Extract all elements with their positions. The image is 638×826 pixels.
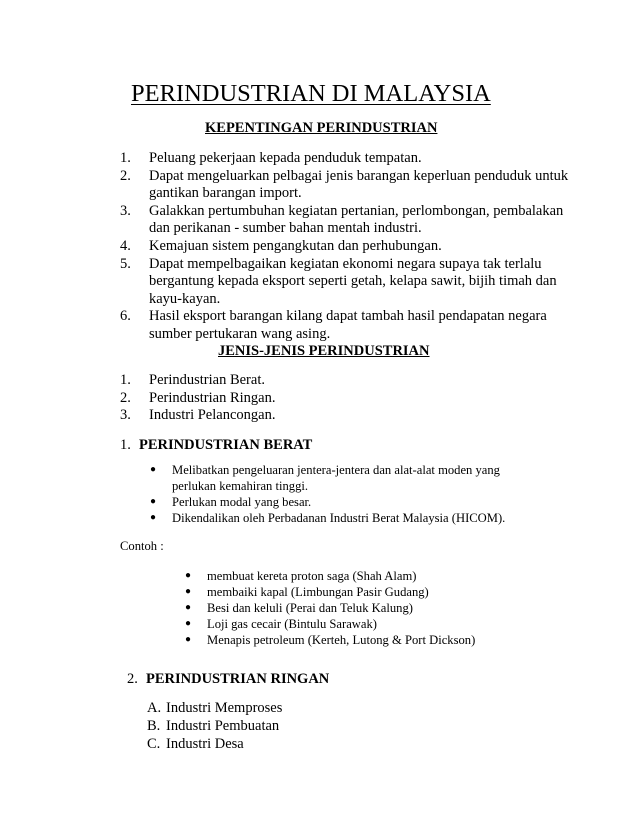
list-item: ● Besi dan keluli (Perai dan Teluk Kalung) (185, 601, 413, 615)
list-item: ● Loji gas cecair (Bintulu Sarawak) (185, 617, 377, 631)
jenis-list (120, 372, 420, 425)
bullet-dot-icon: ● (185, 602, 192, 613)
bullet-dot-icon: ● (150, 464, 157, 475)
page-title: PERINDUSTRIAN DI MALAYSIA (131, 80, 491, 107)
list-item: 1. Peluang pekerjaan kepada penduduk tempatan. (120, 150, 422, 166)
ringan-section-title: 2. PERINDUSTRIAN RINGAN (127, 671, 330, 687)
list-item: A. Industri Memproses (147, 700, 283, 716)
list-item: 3. Galakkan pertumbuhan kegiatan pertanian, perlombongan, pembalakan dan perikanan - sumber bahan mentah industri. (120, 202, 564, 237)
bullet-dot-icon: ● (185, 570, 192, 581)
list-item: C. Industri Desa (147, 736, 244, 752)
ringan-list (147, 699, 397, 753)
bullet-dot-icon: ● (150, 496, 157, 507)
list-item: ● Dikendalikan oleh Perbadanan Industri Berat Malaysia (HICOM). (150, 511, 506, 525)
kepentingan-heading: KEPENTINGAN PERINDUSTRIAN (205, 120, 438, 136)
bullet-dot-icon: ● (185, 634, 192, 645)
list-item: B. Industri Pembuatan (147, 718, 280, 734)
berat-section-title: 1. PERINDUSTRIAN BERAT (120, 437, 313, 453)
contoh-list (182, 568, 562, 648)
bullet-dot-icon: ● (185, 586, 192, 597)
list-item: ● Melibatkan pengeluaran jentera-jentera dan alat-alat moden yang perlukan kemahiran tinggi. (150, 463, 500, 493)
list-item: ● membaiki kapal (Limbungan Pasir Gudang) (185, 585, 429, 599)
list-item: ● membuat kereta proton saga (Shah Alam) (185, 569, 417, 583)
contoh-label: Contoh : (120, 539, 164, 553)
kepentingan-list (120, 150, 600, 344)
list-item: 4. Kemajuan sistem pengangkutan dan perhubungan. (120, 237, 442, 254)
bullet-dot-icon: ● (185, 618, 192, 629)
jenis-heading: JENIS-JENIS PERINDUSTRIAN (218, 343, 430, 359)
list-item: 5. Dapat mempelbagaikan kegiatan ekonomi negara supaya tak terlalu bergantung kepada eksport seperti getah, kelapa sawit, bijih timah dan kayu-kayan. (120, 255, 557, 307)
list-item: ● Perlukan modal yang besar. (150, 495, 312, 509)
bullet-dot-icon: ● (150, 512, 157, 523)
list-item: 3. Industri Pelancongan. (120, 407, 276, 424)
list-item: 1. Perindustrian Berat. (120, 372, 265, 388)
list-item: ● Menapis petroleum (Kerteh, Lutong & Port Dickson) (185, 633, 476, 647)
list-item: 2. Perindustrian Ringan. (120, 389, 276, 406)
list-item: 6. Hasil eksport barangan kilang dapat tambah hasil pendapatan negara sumber pertukaran wang asing. (120, 308, 547, 342)
berat-bullets (147, 462, 567, 526)
list-item: 2. Dapat mengeluarkan pelbagai jenis barangan keperluan penduduk untuk gantikan barangan import. (120, 167, 569, 202)
